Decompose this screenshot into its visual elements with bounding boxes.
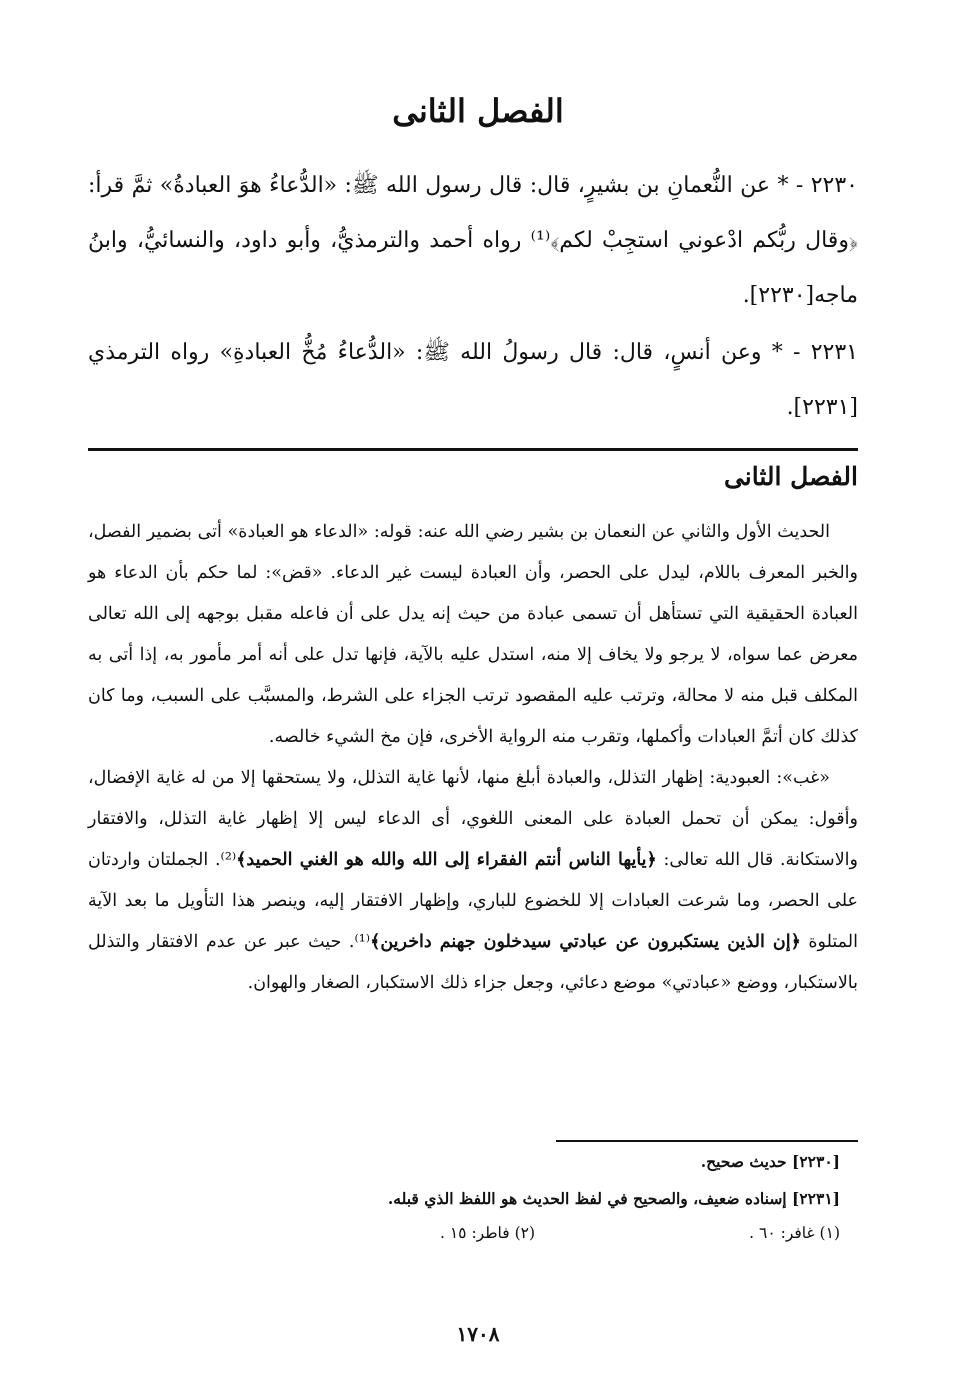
commentary-text: . الجملتان واردتان على الحصر، وما شرعت العبادات إلا للخضوع للباري، وإظهار الافتقار إليه، وينصر هذا التأويل ما بعد الآية المتلوة: [88, 850, 858, 952]
hadith-2230: ٢٢٣٠ - * عن النُّعمانِ بن بشيرٍ، قال: قال رسول الله ﷺ: «الدُّعاءُ هوَ العبادةُ» ثمَّ قرأ: ﴿وقال ربُّكم ادْعوني استجِبْ لكم﴾⁽¹⁾ رواه أحمد والترمذيُّ، وأبو داود، والنسائيُّ، وابنُ ماجه[٢٢٣٠].: [88, 173, 858, 308]
commentary-text: . حيث عبر عن عدم الافتقار والتذلل بالاستكبار، ووضع «عبادتي» موضع دعائي، وجعل جزاء ذلك الاستكبار، الصغار والهوان.: [88, 932, 858, 993]
footnote-2230: [٢٢٣٠] حديث صحيح.: [700, 1152, 840, 1171]
footnote-2231: [٢٢٣١] إسناده ضعيف، والصحيح في لفظ الحديث هو اللفظ الذي قبله.: [387, 1189, 840, 1208]
commentary-text: «قض»: لما حكم بأن الدعاء هو العبادة الحقيقية التي تستأهل أن تسمى عبادة من حيث إنه يدل على أن فاعله مقبل بوجهه إلى الله تعالى معرض عما سواه، لا يرجو ولا يخاف إلا منه، استدل عليه بالآية، فإنها تدل على أنه أمر مأمور به، إذا أتى به المكلف قبل منه لا محالة، وترتب عليه المقصود ترتب الجزاء على الشرط، والمسبَّب على السبب، وما كان كذلك كان أتمَّ العبادات وأكملها، وتقرب منه الرواية الأخرى، فإن مخ الشيء خالصه.: [88, 563, 858, 747]
commentary-body: [88, 512, 858, 1004]
quran-verse: ﴿إن الذين يستكبرون عن عبادتي سيدخلون جهنم داخرين﴾: [370, 932, 801, 952]
commentary-text: الحديث الأول والثاني عن النعمان بن بشير رضي الله عنه: قوله: «الدعاء هو العبادة» أتى بضمير الفصل، والخبر المعرف باللام، ليدل على الحصر، وأن العبادة ليست غير الدعاء.: [88, 522, 858, 583]
commentary-paragraph: [88, 512, 858, 758]
chapter-title: الفصل الثانى: [392, 92, 564, 130]
commentary-paragraph: [88, 758, 858, 1004]
hadith-2231: ٢٢٣١ - * وعن أنسٍ، قال: قال رسولُ الله ﷺ: «الدُّعاءُ مُخُّ العبادةِ» رواه الترمذي [٢٢٣١].: [88, 340, 858, 420]
section-divider: [88, 448, 858, 451]
quran-verse: ﴿يأيها الناس أنتم الفقراء إلى الله والله هو الغني الحميد﴾: [236, 850, 657, 870]
commentary-title: الفصل الثانى: [723, 462, 858, 491]
commentary-text: «غب»: العبودية: إظهار التذلل، والعبادة أبلغ منها، لأنها غاية التذلل، ولا يستحقها إلا من له غاية الإفضال، وأقول: يمكن أن تحمل العبادة على المعنى اللغوي، أى الدعاء ليس إلا إظهار غاية التذلل، والافتقار والاستكانة. قال الله تعالى:: [88, 768, 858, 870]
footnote-references: [440, 1224, 840, 1242]
footnote-ref-1: (١) غافر: ٦٠ .: [749, 1224, 840, 1242]
footnote-marker: ⁽¹⁾: [354, 932, 371, 952]
footnote-rule: [556, 1140, 858, 1142]
page-number: ١٧٠٨: [456, 1322, 500, 1346]
footnote-marker: ⁽²⁾: [220, 850, 237, 870]
footnote-ref-2: (٢) فاطر: ١٥ .: [440, 1224, 536, 1242]
